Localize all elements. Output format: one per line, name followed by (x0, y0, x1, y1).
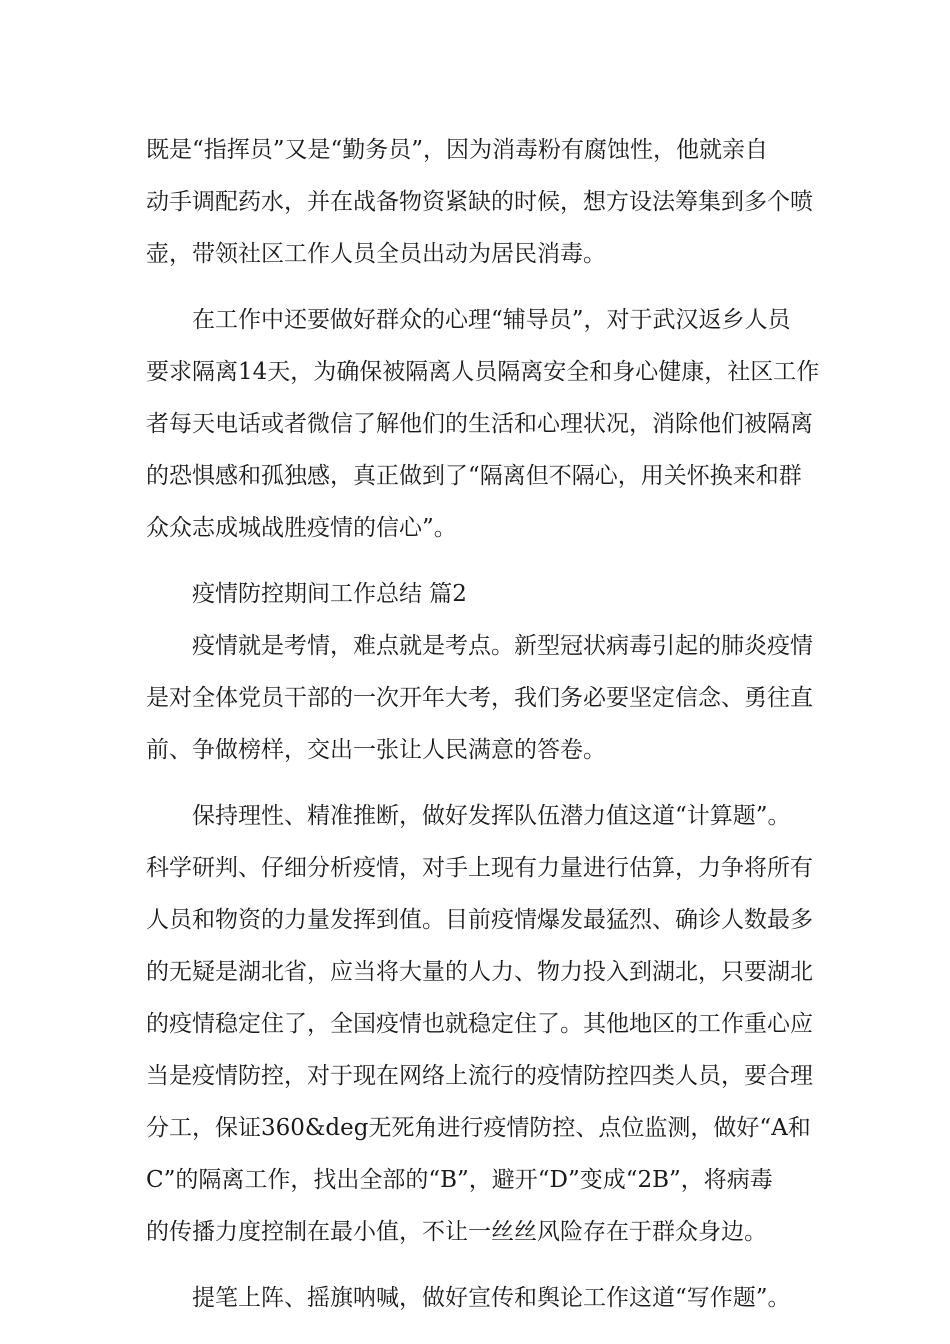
paragraph-gap (146, 554, 814, 568)
paragraph-4 (146, 790, 814, 1258)
text-line: 动手调配药水，并在战备物资紧缺的时候，想方设法筹集到多个喷 (146, 189, 813, 215)
text-line: 既是“指挥员”又是“勤务员”，因为消毒粉有腐蚀性，他就亲自 (146, 137, 769, 163)
text-line: 要求隔离14天，为确保被隔离人员隔离安全和身心健康，社区工作 (146, 359, 820, 385)
heading-line: 疫情防控期间工作总结 篇2 (192, 581, 467, 607)
section-heading (146, 568, 814, 620)
text-line: 提笔上阵、摇旗呐喊，做好宣传和舆论工作这道“写作题”。 (192, 1285, 791, 1311)
text-line: 壶，带领社区工作人员全员出动为居民消毒。 (146, 241, 606, 267)
paragraph-2 (146, 294, 820, 554)
text-line: 分工，保证360&deg无死角进行疫情防控、点位监测，做好“A和 (146, 1115, 811, 1141)
text-line: 众众志成城战胜疫情的信心”。 (146, 515, 457, 541)
text-line: 前、争做榜样，交出一张让人民满意的答卷。 (146, 737, 606, 763)
paragraph-3 (146, 620, 814, 776)
paragraph-gap (146, 1258, 814, 1272)
text-line: 是对全体党员干部的一次开年大考，我们务必要坚定信念、勇往直 (146, 685, 813, 711)
text-line: 当是疫情防控，对于现在网络上流行的疫情防控四类人员，要合理 (146, 1063, 813, 1089)
paragraph-1 (146, 124, 814, 280)
text-line: 者每天电话或者微信了解他们的生活和心理状况，消除他们被隔离 (146, 411, 813, 437)
text-line: 的传播力度控制在最小值，不让一丝丝风险存在于群众身边。 (146, 1219, 767, 1245)
paragraph-gap (146, 280, 814, 294)
text-line: 疫情就是考情，难点就是考点。新型冠状病毒引起的肺炎疫情 (192, 633, 813, 659)
text-line: 的恐惧感和孤独感，真正做到了“隔离但不隔心，用关怀换来和群 (146, 463, 802, 489)
paragraph-gap (146, 776, 814, 790)
paragraph-5 (146, 1272, 814, 1324)
document-body (146, 124, 820, 1324)
text-line: 的无疑是湖北省，应当将大量的人力、物力投入到湖北，只要湖北 (146, 959, 813, 985)
text-line: 人员和物资的力量发挥到值。目前疫情爆发最猛烈、确诊人数最多 (146, 907, 813, 933)
text-line: C”的隔离工作，找出全部的“B”，避开“D”变成“2B”，将病毒 (146, 1167, 773, 1193)
text-line: 科学研判、仔细分析疫情，对手上现有力量进行估算，力争将所有 (146, 855, 813, 881)
text-line: 在工作中还要做好群众的心理“辅导员”，对于武汉返乡人员 (192, 307, 791, 333)
text-line: 的疫情稳定住了，全国疫情也就稳定住了。其他地区的工作重心应 (146, 1011, 813, 1037)
text-line: 保持理性、精准推断，做好发挥队伍潜力值这道“计算题”。 (192, 803, 791, 829)
